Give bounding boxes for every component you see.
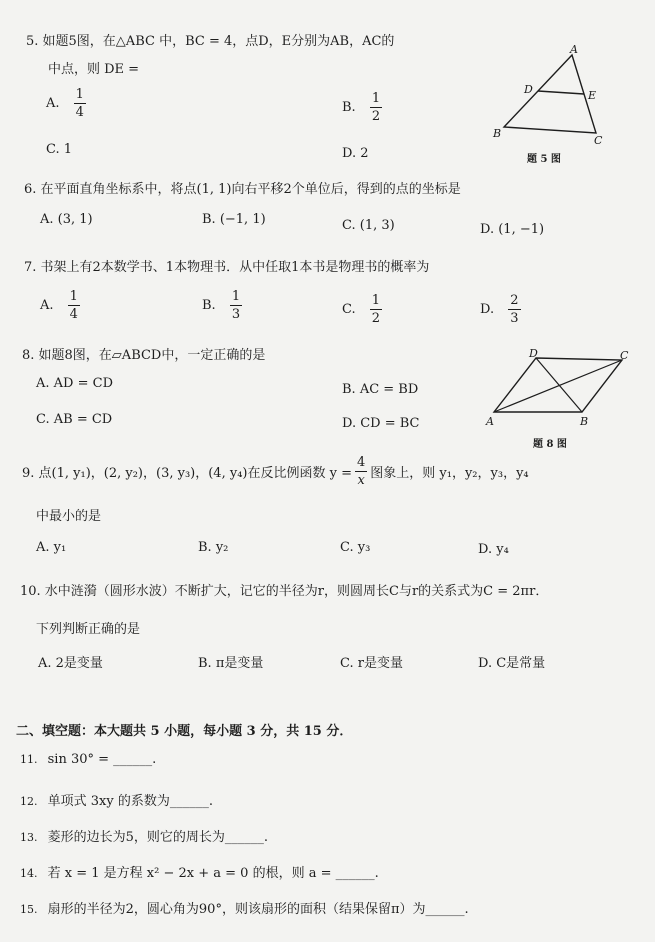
q6-option-c: C. (1, 3) bbox=[342, 218, 395, 233]
section-2-title: 二、填空题：本大题共 5 小题，每小题 3 分，共 15 分． bbox=[16, 724, 353, 739]
q8-label-b: B bbox=[580, 415, 589, 428]
q7-option-b-fraction bbox=[230, 290, 242, 321]
q9-function-denominator: x bbox=[357, 473, 365, 488]
q11-text: sin 30° = ______. bbox=[47, 752, 157, 767]
q9-stem bbox=[22, 456, 529, 487]
q5-option-a-numerator: 1 bbox=[75, 87, 84, 102]
q5-option-b bbox=[342, 92, 382, 123]
q5-triangle-figure bbox=[490, 45, 610, 145]
q7-option-c-numerator: 1 bbox=[371, 293, 381, 308]
q7-option-d-fraction bbox=[508, 294, 520, 325]
q7-option-b bbox=[202, 290, 242, 321]
q14-number: 14. bbox=[20, 867, 38, 880]
q6-option-b: B. (−1, 1) bbox=[202, 212, 266, 227]
q7-stem: 7. 书架上有2本数学书、1本物理书．从中任取1本书是物理书的概率为 bbox=[24, 260, 430, 275]
q9-stem-line2: 中最小的是 bbox=[36, 509, 102, 524]
q7-option-d-numerator: 2 bbox=[510, 293, 519, 308]
q9-stem-before: 9. 点(1, y₁)，(2, y₂)，(3, y₃)，(4, y₄)在反比例函数 y = bbox=[22, 466, 352, 481]
q9-function-fraction bbox=[355, 456, 367, 487]
q7-option-c bbox=[342, 294, 382, 325]
q7-option-c-label: C. bbox=[342, 302, 356, 317]
q7-option-a-numerator: 1 bbox=[69, 289, 78, 304]
q8-option-c: C. AB = CD bbox=[36, 412, 113, 427]
q7-option-b-numerator: 1 bbox=[231, 289, 241, 304]
q10-option-a: A. 2是变量 bbox=[38, 656, 103, 671]
q9-option-a: A. y₁ bbox=[36, 540, 67, 555]
q15 bbox=[20, 898, 469, 917]
q10-option-d: D. C是常量 bbox=[478, 656, 546, 671]
q7-option-a bbox=[40, 290, 80, 321]
q7-option-a-fraction bbox=[68, 290, 80, 321]
q6-option-d: D. (1, −1) bbox=[480, 222, 545, 237]
q5-option-b-numerator: 1 bbox=[371, 91, 381, 106]
q5-figure-caption: 题 5 图 bbox=[527, 154, 561, 165]
q5-option-a-label: A. bbox=[46, 96, 60, 111]
q7-option-b-label: B. bbox=[202, 298, 216, 313]
q5-option-d: D. 2 bbox=[342, 146, 369, 161]
q7-option-a-label: A. bbox=[40, 298, 54, 313]
q8-stem: 8. 如题8图，在▱ABCD中，一定正确的是 bbox=[22, 348, 266, 363]
q5-label-e: E bbox=[588, 89, 597, 102]
q13 bbox=[20, 826, 268, 845]
q8-figure-caption: 题 8 图 bbox=[533, 439, 567, 450]
q11-number: 11. bbox=[20, 753, 38, 766]
q7-option-a-denominator: 4 bbox=[69, 307, 78, 322]
q9-option-c: C. y₃ bbox=[340, 540, 371, 555]
q9-option-d: D. y₄ bbox=[478, 542, 509, 557]
q5-label-b: B bbox=[493, 127, 502, 140]
q10-option-c: C. r是变量 bbox=[340, 656, 403, 671]
q9-function-numerator: 4 bbox=[356, 455, 366, 470]
q13-number: 13. bbox=[20, 831, 38, 844]
q8-label-d: D bbox=[529, 348, 538, 360]
q5-stem-line2: 中点，则 DE = bbox=[48, 62, 140, 77]
q7-option-d-label: D. bbox=[480, 302, 495, 317]
q5-label-c: C bbox=[594, 134, 603, 145]
q9-option-b: B. y₂ bbox=[198, 540, 229, 555]
q6-option-a: A. (3, 1) bbox=[40, 212, 93, 227]
q8-option-d: D. CD = BC bbox=[342, 416, 420, 431]
q5-option-b-label: B. bbox=[342, 100, 356, 115]
q10-option-b: B. π是变量 bbox=[198, 656, 264, 671]
q7-option-c-denominator: 2 bbox=[371, 311, 381, 326]
q5-option-b-fraction bbox=[370, 92, 382, 123]
q6-stem: 6. 在平面直角坐标系中，将点(1, 1)向右平移2个单位后，得到的点的坐标是 bbox=[24, 182, 461, 197]
q12-text: 单项式 3xy 的系数为______. bbox=[47, 794, 213, 809]
q5-option-a bbox=[46, 88, 86, 119]
q5-option-a-fraction bbox=[74, 88, 86, 119]
q5-label-a: A bbox=[570, 45, 578, 56]
q5-label-d: D bbox=[524, 83, 533, 96]
q5-option-a-denominator: 4 bbox=[75, 105, 84, 120]
q8-option-a: A. AD = CD bbox=[36, 376, 113, 391]
q9-stem-after: 图象上，则 y₁，y₂，y₃，y₄ bbox=[370, 466, 529, 481]
q8-label-c: C bbox=[620, 349, 629, 362]
q8-label-a: A bbox=[486, 415, 494, 428]
q10-stem-line2: 下列判断正确的是 bbox=[36, 622, 141, 637]
q14 bbox=[20, 862, 379, 881]
q15-text: 扇形的半径为2，圆心角为90°，则该扇形的面积（结果保留π）为______. bbox=[47, 902, 469, 917]
q5-option-c: C. 1 bbox=[46, 142, 73, 157]
q15-number: 15. bbox=[20, 903, 38, 916]
q13-text: 菱形的边长为5，则它的周长为______. bbox=[47, 830, 269, 845]
q12 bbox=[20, 790, 213, 809]
q7-option-b-denominator: 3 bbox=[231, 307, 241, 322]
q14-text: 若 x = 1 是方程 x² − 2x + a = 0 的根，则 a = ______. bbox=[47, 866, 379, 881]
q8-option-b: B. AC = BD bbox=[342, 382, 419, 397]
q11 bbox=[20, 752, 156, 767]
q7-option-d bbox=[480, 294, 521, 325]
q12-number: 12. bbox=[20, 795, 38, 808]
q5-stem-line1: 5. 如题5图，在△ABC 中，BC = 4，点D，E分别为AB，AC的 bbox=[26, 34, 395, 49]
q5-option-b-denominator: 2 bbox=[371, 109, 381, 124]
q7-option-c-fraction bbox=[370, 294, 382, 325]
q10-stem-line1: 10. 水中涟漪（圆形水波）不断扩大，记它的半径为r，则圆周长C与r的关系式为C = 2πr． bbox=[20, 584, 549, 599]
q7-option-d-denominator: 3 bbox=[510, 311, 519, 326]
q8-parallelogram-figure bbox=[484, 348, 634, 430]
